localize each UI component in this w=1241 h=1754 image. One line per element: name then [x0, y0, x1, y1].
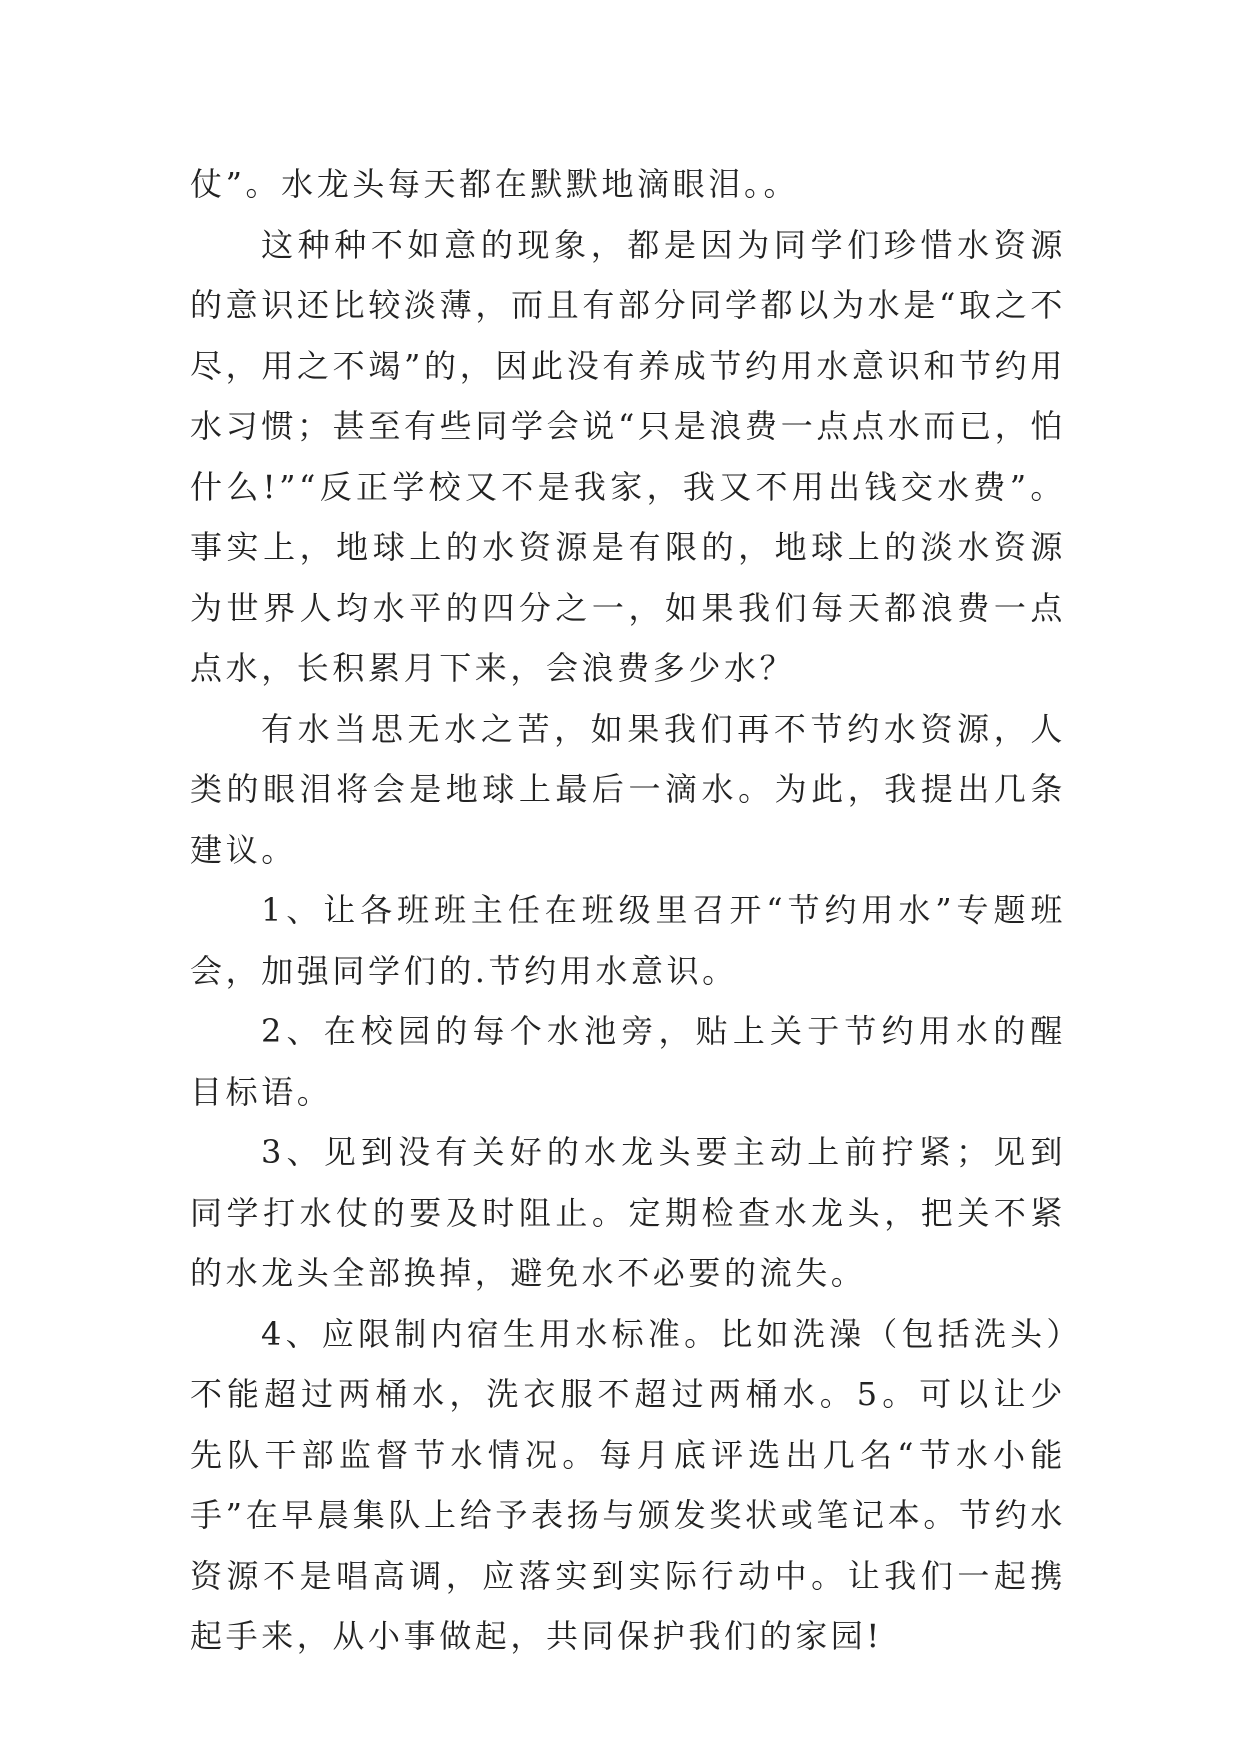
paragraph-suggestion-2: 2、在校园的每个水池旁，贴上关于节约用水的醒目标语。: [190, 1012, 1066, 1111]
paragraph-suggestion-4: 4、应限制内宿生用水标准。比如洗澡（包括洗头）不能超过两桶水，洗衣服不超过两桶水。5。可以让少先队干部监督节水情况。每月底评选出几名“节水小能手”在早晨集队上给予表扬与颁发奖状或笔记本。节约水资源不是唱高调，应落实到实际行动中。让我们一起携起手来，从小事做起，共同保护我们的家园!: [190, 1314, 1066, 1655]
paragraph-suggestion-1: 1、让各班班主任在班级里召开“节约用水”专题班会，加强同学们的.节约用水意识。: [190, 891, 1066, 990]
paragraph-appeal: 有水当思无水之苦，如果我们再不节约水资源，人类的眼泪将会是地球上最后一滴水。为此，我提出几条建议。: [190, 709, 1066, 869]
document-body: [190, 154, 1066, 1667]
paragraph-suggestion-3: 3、见到没有关好的水龙头要主动上前拧紧；见到同学打水仗的要及时阻止。定期检查水龙头，把关不紧的水龙头全部换掉，避免水不必要的流失。: [190, 1133, 1066, 1292]
paragraph-continuation: 仗”。水龙头每天都在默默地滴眼泪。。: [190, 165, 800, 203]
paragraph-problem: 这种种不如意的现象，都是因为同学们珍惜水资源的意识还比较淡薄，而且有部分同学都以为水是“取之不尽，用之不竭”的，因此没有养成节约用水意识和节约用水习惯；甚至有些同学会说“只是浪费一点点水而已，怕什么!”“反正学校又不是我家，我又不用出钱交水费”。事实上，地球上的水资源是有限的，地球上的淡水资源为世界人均水平的四分之一，如果我们每天都浪费一点点水，长积累月下来，会浪费多少水？: [190, 225, 1066, 687]
